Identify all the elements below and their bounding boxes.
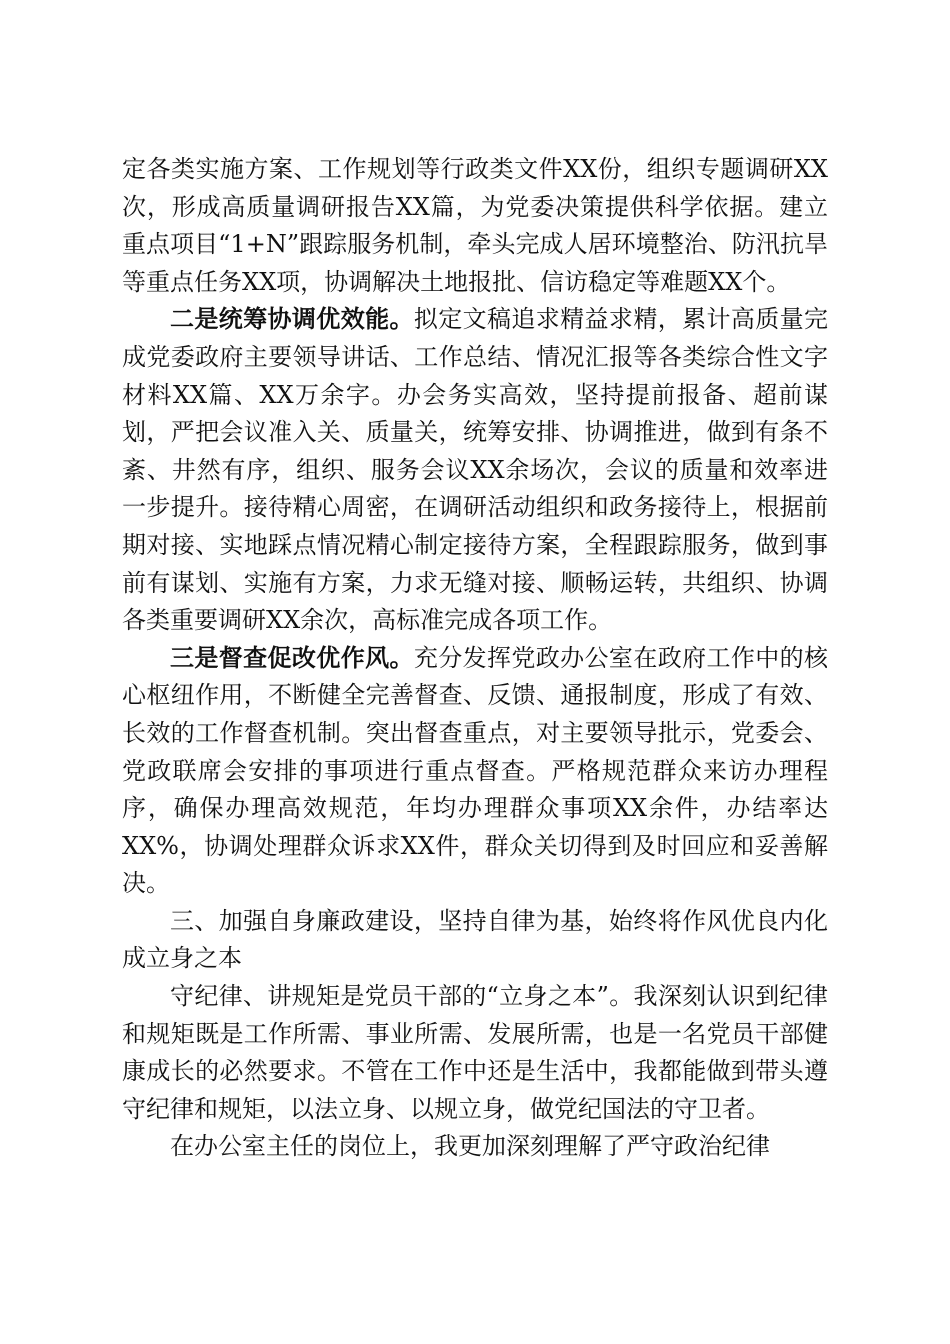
paragraph-body: 拟定文稿追求精益求精，累计高质量完成党委政府主要领导讲话、工作总结、情况汇报等各类综合性文字材料XX篇、XX万余字。办会务实高效，坚持提前报备、超前谋划，严把会议准入关、质量关，统筹安排、协调推进，做到有条不紊、井然有序，组织、服务会议XX余场次，会议的质量和效率进一步提升。接待精心周密，在调研活动组织和政务接待上，根据前期对接、实地踩点情况精心制定接待方案，全程跟踪服务，做到事前有谋划、实施有方案，力求无缝对接、顺畅运转，共组织、协调各类重要调研XX余次，高标准完成各项工作。 [122,305,829,635]
section-heading: 三、加强自身廉政建设，坚持自律为基，始终将作风优良内化成立身之本 [122,906,828,973]
paragraph-discipline: 守纪律、讲规矩是党员干部的“立身之本”。我深刻认识到纪律和规矩既是工作所需、事业所需、发展所需，也是一名党员干部健康成长的必然要求。不管在工作中还是生活中，我都能做到带头遵守纪律和规矩，以法立身、以规立身，做党纪国法的守卫者。 [122,982,828,1123]
paragraph-office-director: 在办公室主任的岗位上，我更加深刻理解了严守政治纪律 [170,1132,770,1161]
paragraph-coordination [122,301,828,639]
paragraph-supervision [122,640,828,903]
paragraph-lead: 三是督查促改优作风。 [170,643,414,672]
document-page [122,151,828,1166]
paragraph-body: 充分发挥党政办公室在政府工作中的核心枢纽作用，不断健全完善督查、反馈、通报制度，形成了有效、长效的工作督查机制。突出督查重点，对主要领导批示，党委会、党政联席会安排的事项进行重点督查。严格规范群众来访办理程序，确保办理高效规范，年均办理群众事项XX余件，办结率达XX%，协调处理群众诉求XX件，群众关切得到及时回应和妥善解决。 [122,643,829,898]
paragraph-lead: 二是统筹协调优效能。 [170,305,414,334]
paragraph-continued: 定各类实施方案、工作规划等行政类文件XX份，组织专题调研XX次，形成高质量调研报告XX篇，为党委决策提供科学依据。建立重点项目“1+N”跟踪服务机制，牵头完成人居环境整治、防汛抗旱等重点任务XX项，协调解决土地报批、信访稳定等难题XX个。 [122,155,828,296]
